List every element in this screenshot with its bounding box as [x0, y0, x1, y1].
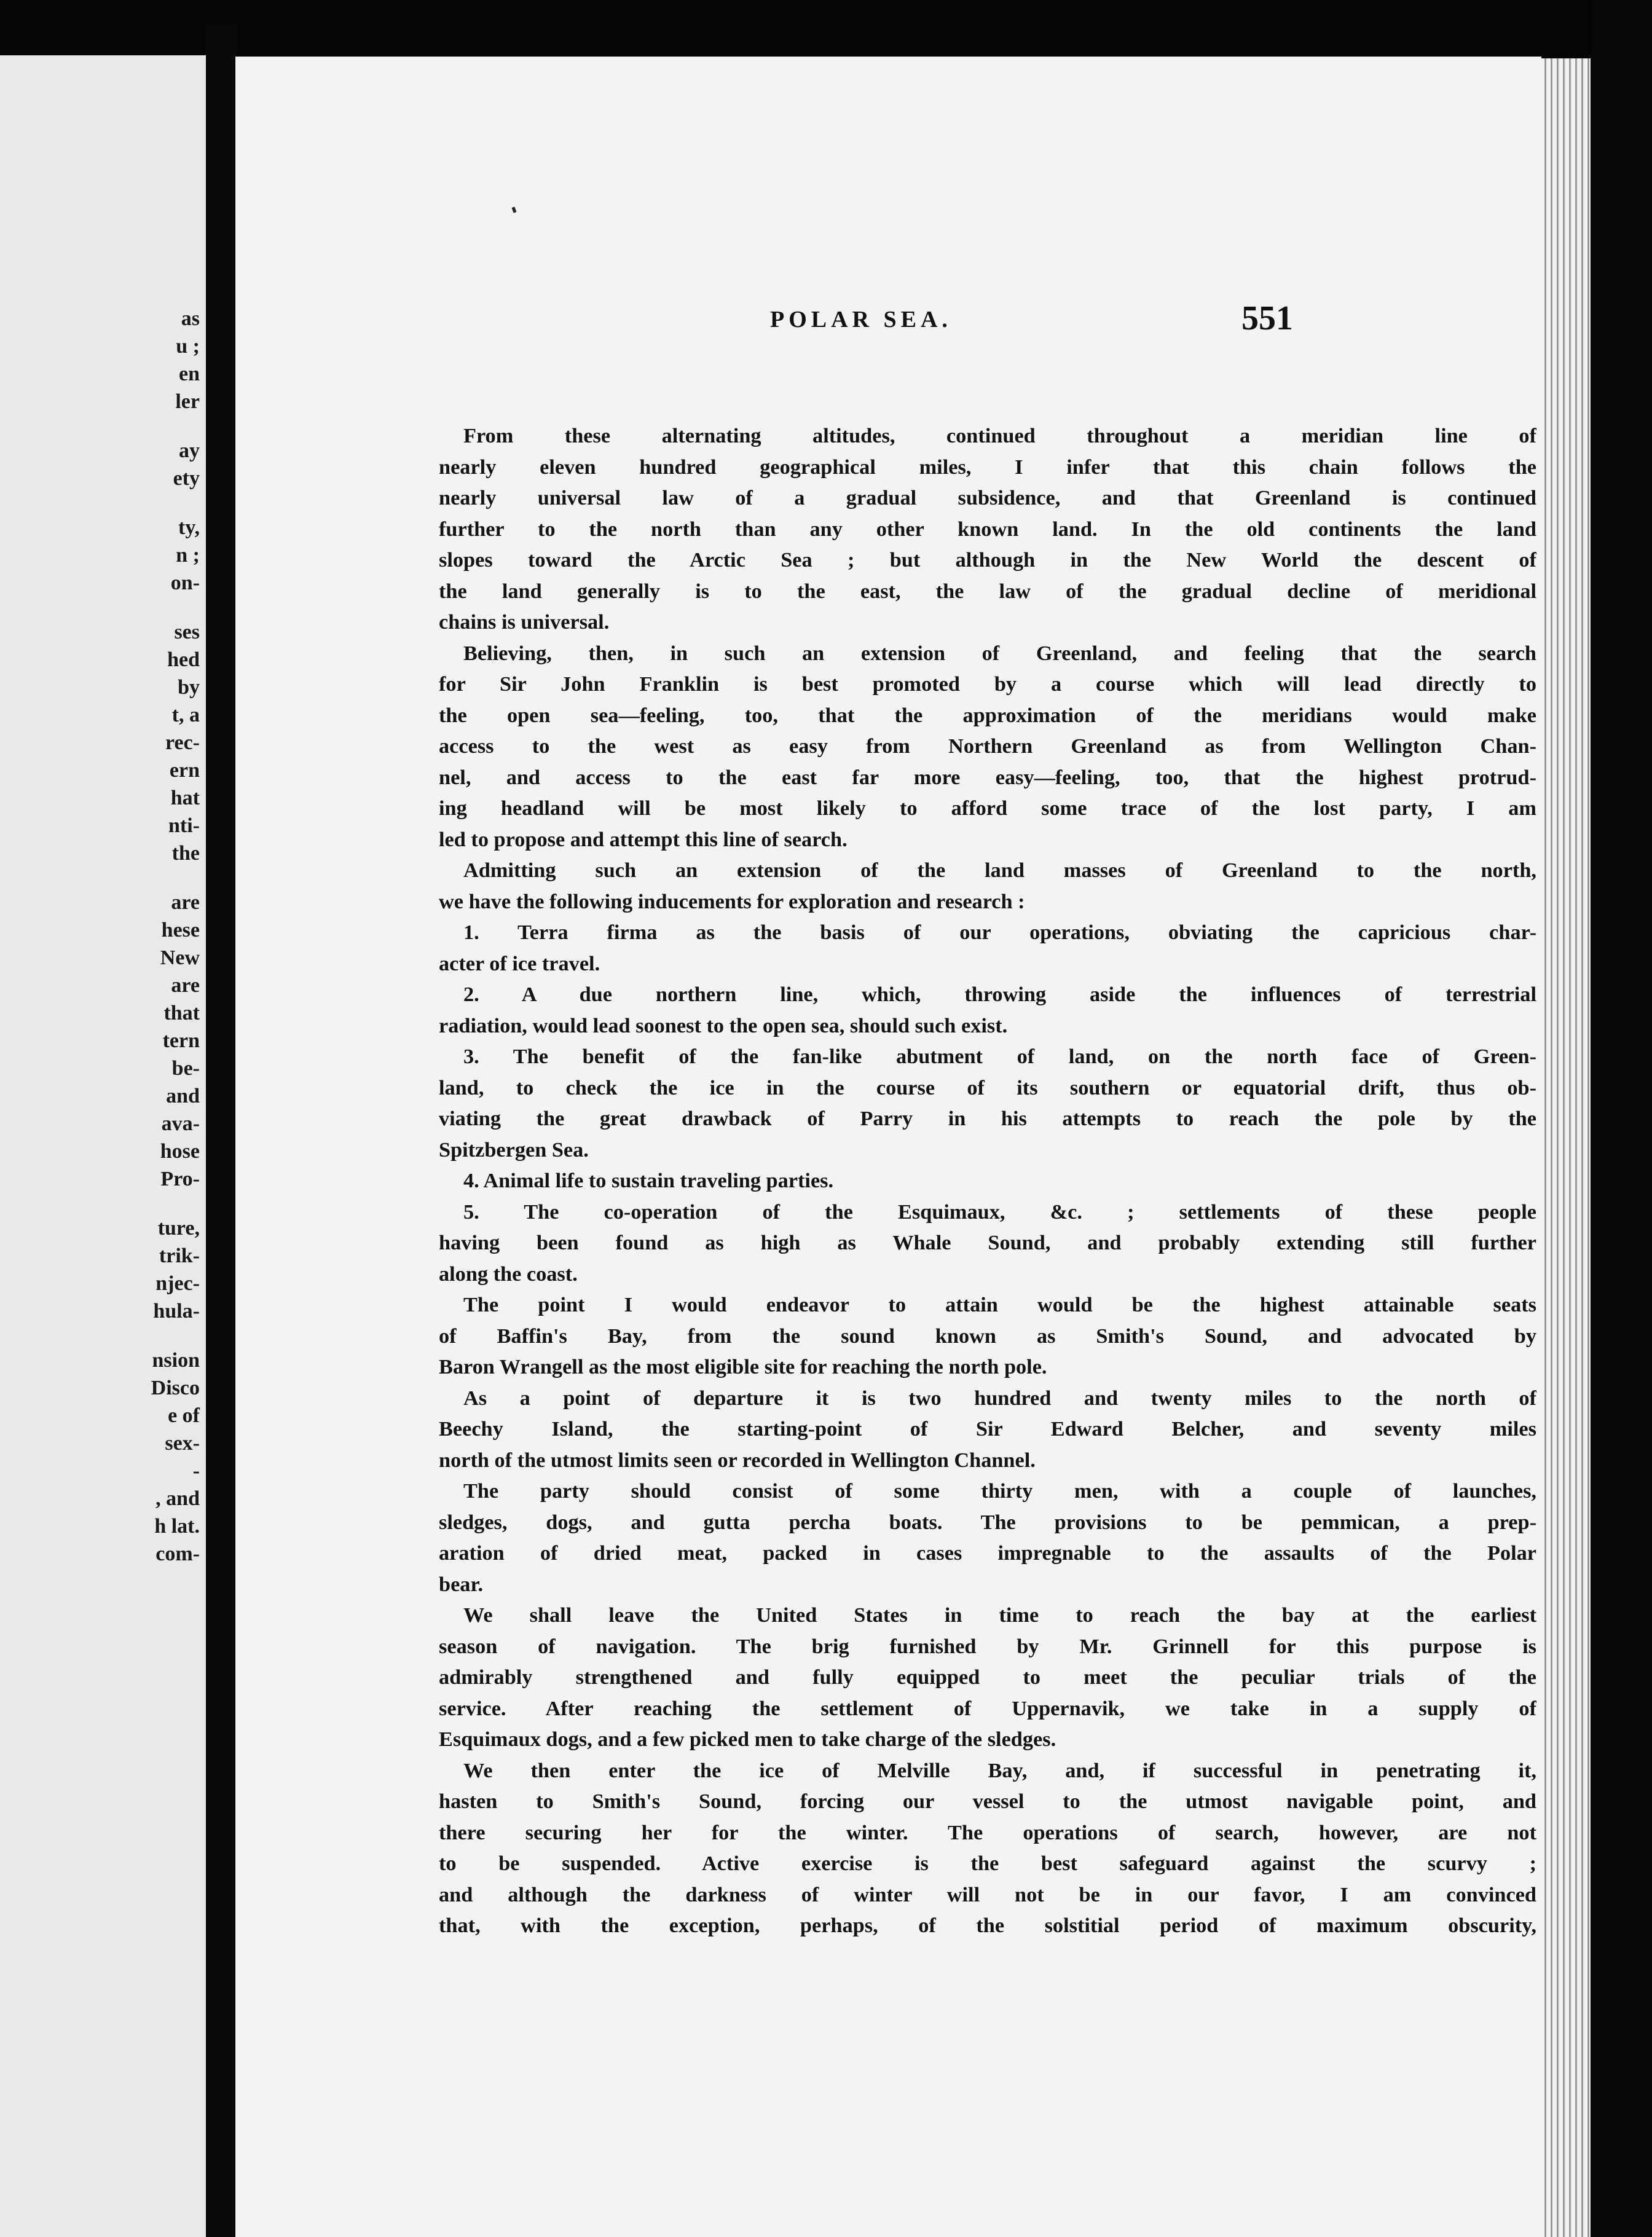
- text-line: aration of dried meat, packed in cases impregnable to the assaults of the Polar: [439, 1541, 1536, 1565]
- facing-page-fragment: tern: [162, 1029, 200, 1052]
- text-line: of Baffin's Bay, from the sound known as Smith's Sound, and advocated by: [439, 1324, 1536, 1348]
- facing-page-fragment: hula-: [153, 1300, 200, 1323]
- paragraph: [439, 1383, 1536, 1476]
- text-line: The party should consist of some thirty men, with a couple of launches,: [463, 1479, 1536, 1503]
- text-line: chains is universal.: [439, 610, 610, 634]
- facing-page-fragment: ava-: [161, 1112, 200, 1135]
- text-line: for Sir John Franklin is best promoted by a course which will lead directly to: [439, 672, 1536, 696]
- running-head: POLAR SEA.: [770, 307, 952, 332]
- facing-page-fragment: ler: [175, 390, 200, 413]
- facing-page-fragment: the: [171, 842, 200, 865]
- text-line: led to propose and attempt this line of search.: [439, 827, 848, 851]
- facing-page-fragment: h lat.: [154, 1515, 200, 1538]
- paragraph: [439, 855, 1536, 917]
- paragraph: [439, 1755, 1536, 1941]
- ink-speck: [512, 206, 517, 213]
- text-line: admirably strengthened and fully equipped to meet the peculiar trials of the: [439, 1665, 1536, 1689]
- text-line: Beechy Island, the starting-point of Sir Edward Belcher, and seventy miles: [439, 1417, 1536, 1441]
- facing-page-fragment: t, a: [171, 704, 200, 726]
- facing-page-fragment: nsion: [152, 1349, 200, 1372]
- book-gutter: [206, 25, 237, 2237]
- text-line: having been found as high as Whale Sound, and probably extending still further: [439, 1231, 1536, 1254]
- facing-page-fragment: hese: [161, 919, 200, 942]
- text-line: there securing her for the winter. The operations of search, however, are not: [439, 1820, 1536, 1844]
- facing-page-fragment: nti-: [168, 814, 200, 837]
- text-line: hasten to Smith's Sound, forcing our vessel to the utmost navigable point, and: [439, 1790, 1536, 1813]
- facing-page-fragment: New: [160, 946, 200, 969]
- facing-page-fragment: be-: [171, 1057, 200, 1080]
- text-line: sledges, dogs, and gutta percha boats. The provisions to be pemmican, a prep-: [439, 1510, 1536, 1534]
- paragraph: [439, 979, 1536, 1041]
- text-line: slopes toward the Arctic Sea ; but although in the New World the descent of: [439, 548, 1536, 572]
- facing-page-fragment: ay: [179, 439, 200, 462]
- paragraph: [439, 1476, 1536, 1600]
- text-line: The point I would endeavor to attain would be the highest attainable seats: [463, 1293, 1536, 1316]
- text-line: and although the darkness of winter will not be in our favor, I am convinced: [439, 1882, 1536, 1906]
- facing-page-fragment: , and: [155, 1487, 200, 1510]
- text-line: Believing, then, in such an extension of Greenland, and feeling that the search: [463, 641, 1536, 665]
- text-line: land, to check the ice in the course of its southern or equatorial drift, thus ob-: [439, 1075, 1536, 1099]
- facing-page-fragment: Disco: [151, 1377, 200, 1399]
- facing-page-left: [0, 55, 206, 2237]
- facing-page-fragment: njec-: [155, 1272, 200, 1295]
- text-line: 3. The benefit of the fan-like abutment of land, on the north face of Green-: [463, 1045, 1536, 1068]
- text-line: we have the following inducements for exploration and research :: [439, 889, 1025, 913]
- text-line: the open sea—feeling, too, that the approximation of the meridians would make: [439, 703, 1536, 727]
- facing-page-fragment: and: [166, 1085, 200, 1107]
- facing-page-fragment: ern: [169, 759, 200, 782]
- page-edges-stack: [1541, 58, 1591, 2237]
- facing-page-fragment: ty,: [178, 516, 200, 539]
- facing-page-fragment: hed: [167, 648, 200, 671]
- text-line: nearly universal law of a gradual subsidence, and that Greenland is continued: [439, 486, 1536, 509]
- text-line: As a point of departure it is two hundred and twenty miles to the north of: [463, 1386, 1536, 1410]
- facing-page-fragment: ture,: [157, 1217, 200, 1240]
- facing-page-fragment: that: [163, 1002, 200, 1024]
- text-line: From these alternating altitudes, continued throughout a meridian line of: [463, 424, 1536, 447]
- facing-page-fragment: Pro-: [160, 1168, 200, 1190]
- facing-page-fragment: hose: [160, 1140, 200, 1163]
- paragraph: [439, 1165, 1536, 1197]
- page-body-text: [439, 420, 1536, 1941]
- facing-page-fragment: en: [179, 363, 200, 385]
- facing-page-fragment: com-: [155, 1543, 200, 1565]
- text-line: acter of ice travel.: [439, 951, 600, 975]
- facing-page-fragment: rec-: [165, 731, 200, 754]
- text-line: nel, and access to the east far more easy—feeling, too, that the highest protrud-: [439, 765, 1536, 789]
- text-line: radiation, would lead soonest to the open sea, should such exist.: [439, 1013, 1008, 1037]
- scan-border-right: [1591, 0, 1652, 2237]
- facing-page-fragment: u ;: [176, 335, 200, 358]
- text-line: further to the north than any other known land. In the old continents the land: [439, 517, 1536, 541]
- text-line: Baron Wrangell as the most eligible site for reaching the north pole.: [439, 1355, 1047, 1378]
- text-line: nearly eleven hundred geographical miles, I infer that this chain follows the: [439, 455, 1536, 479]
- paragraph: [439, 1197, 1536, 1290]
- paragraph: [439, 917, 1536, 979]
- facing-page-fragment: are: [171, 891, 200, 914]
- text-line: that, with the exception, perhaps, of the solstitial period of maximum obscurity,: [439, 1914, 1536, 1937]
- facing-page-fragment: -: [192, 1460, 200, 1482]
- facing-page-fragment: e of: [168, 1404, 200, 1427]
- facing-page-fragment: by: [178, 676, 200, 699]
- facing-page-fragment: n ;: [176, 544, 200, 567]
- page-number: 551: [1241, 299, 1293, 337]
- facing-page-text-fragments: [0, 55, 206, 2237]
- facing-page-fragment: on-: [170, 572, 200, 594]
- facing-page-fragment: sex-: [165, 1432, 200, 1455]
- facing-page-fragment: ety: [173, 467, 200, 490]
- text-line: along the coast.: [439, 1262, 578, 1286]
- facing-page-fragment: as: [181, 307, 200, 330]
- text-line: Esquimaux dogs, and a few picked men to take charge of the sledges.: [439, 1728, 1056, 1751]
- page-header: [235, 301, 1541, 344]
- paragraph: [439, 420, 1536, 638]
- text-line: bear.: [439, 1572, 484, 1596]
- text-line: ing headland will be most likely to afford some trace of the lost party, I am: [439, 796, 1536, 820]
- paragraph: [439, 1600, 1536, 1755]
- text-line: access to the west as easy from Northern Greenland as from Wellington Chan-: [439, 734, 1536, 758]
- text-line: 1. Terra firma as the basis of our operations, obviating the capricious char-: [463, 921, 1536, 944]
- text-line: service. After reaching the settlement of Uppernavik, we take in a supply of: [439, 1696, 1536, 1720]
- text-line: Spitzbergen Sea.: [439, 1138, 589, 1162]
- text-line: Admitting such an extension of the land masses of Greenland to the north,: [463, 859, 1536, 882]
- paragraph: [439, 1041, 1536, 1165]
- text-line: season of navigation. The brig furnished by Mr. Grinnell for this purpose is: [439, 1634, 1536, 1658]
- text-line: 2. A due northern line, which, throwing aside the influences of terrestrial: [463, 983, 1536, 1006]
- paragraph: [439, 638, 1536, 855]
- text-line: viating the great drawback of Parry in his attempts to reach the pole by the: [439, 1107, 1536, 1130]
- text-line: the land generally is to the east, the law of the gradual decline of meridional: [439, 579, 1536, 603]
- facing-page-fragment: ses: [174, 621, 200, 643]
- text-line: north of the utmost limits seen or recorded in Wellington Channel.: [439, 1448, 1036, 1472]
- text-line: We then enter the ice of Melville Bay, and, if successful in penetrating it,: [463, 1758, 1536, 1782]
- text-line: to be suspended. Active exercise is the best safeguard against the scurvy ;: [439, 1852, 1536, 1875]
- paragraph: [439, 1289, 1536, 1383]
- text-line: 5. The co-operation of the Esquimaux, &c. ; settlements of these people: [463, 1200, 1536, 1224]
- facing-page-fragment: are: [171, 974, 200, 997]
- text-line: We shall leave the United States in time to reach the bay at the earliest: [463, 1603, 1536, 1627]
- book-page: [235, 57, 1541, 2237]
- text-line: 4. Animal life to sustain traveling parties.: [463, 1169, 834, 1192]
- facing-page-fragment: trik-: [159, 1244, 200, 1267]
- facing-page-fragment: hat: [170, 787, 200, 809]
